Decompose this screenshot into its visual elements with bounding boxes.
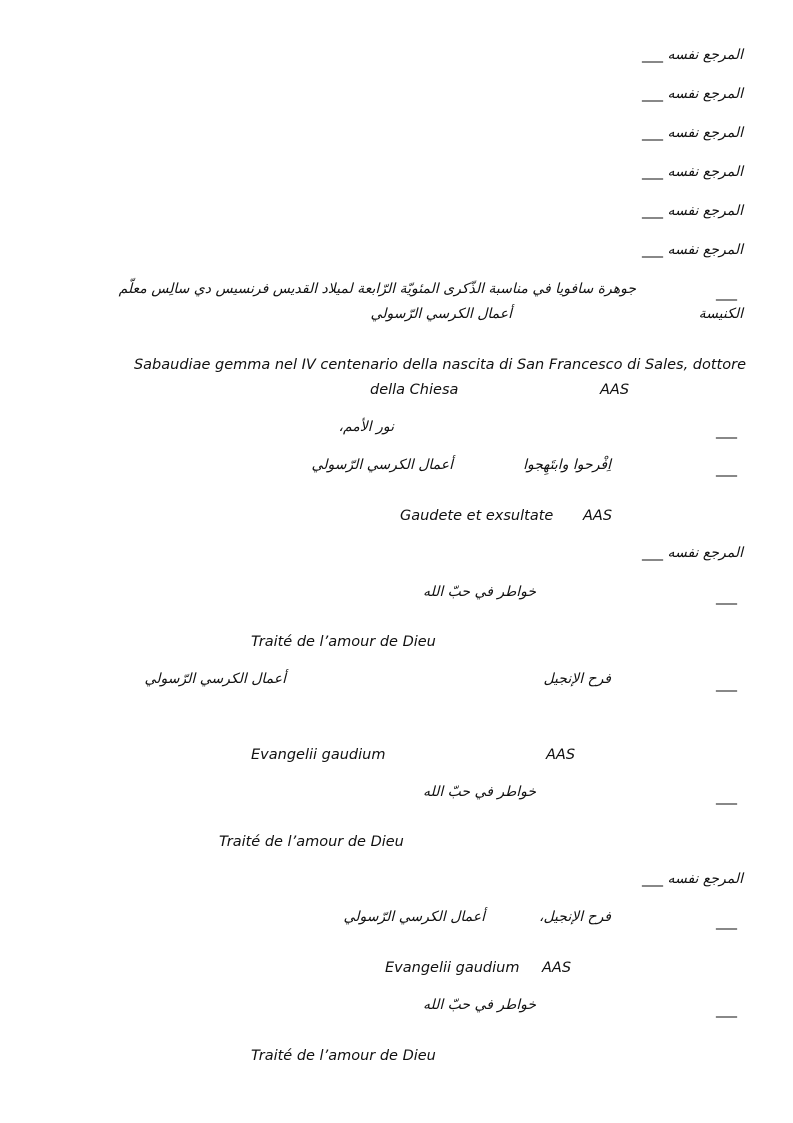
aas-latin: AAS (546, 747, 576, 763)
ibid-text: المرجع نفسه (667, 164, 743, 180)
doc-title-latin-cont: della Chiesa (370, 382, 459, 398)
doc-title-latin: Evangelii gaudium (385, 960, 520, 976)
aas-latin: AAS (583, 508, 613, 524)
doc-title-ar: فرح الإنجيل، (538, 909, 611, 925)
footnote-dash: ___ (716, 461, 737, 477)
aas-ar: أعمال الكرسي الرّسولي (343, 909, 485, 925)
footnote-dash: ___ (642, 47, 664, 63)
footnote-ibid-8 (642, 870, 743, 888)
footnote-ibid-4 (642, 163, 743, 181)
doc-title-latin: Traité de l’amour de Dieu (251, 1048, 436, 1064)
ibid-text: المرجع نفسه (667, 203, 743, 219)
ibid-text: المرجع نفسه (667, 125, 743, 141)
ibid-text: المرجع نفسه (667, 871, 743, 887)
footnote-dash: ___ (716, 589, 737, 605)
footnote-dash: ___ (642, 86, 664, 102)
aas-ar: أعمال الكرسي الرّسولي (311, 457, 453, 473)
doc-title-ar: خواطر في حبّ الله (422, 584, 536, 600)
doc-title-ar: خواطر في حبّ الله (422, 784, 536, 800)
footnote-dash: ___ (716, 285, 737, 301)
footnote-dash: ___ (642, 242, 664, 258)
aas-ar: أعمال الكرسي الرّسولي (144, 671, 286, 687)
doc-title-latin: Traité de l’amour de Dieu (251, 634, 436, 650)
ibid-text: المرجع نفسه (667, 86, 743, 102)
footnote-ibid-3 (642, 124, 743, 142)
ibid-text: المرجع نفسه (667, 47, 743, 63)
doc-title-ar: جوهرة سافويا في مناسبة الذّكرى المئويّة الرّابعة لميلاد القديس فرنسيس دي سالِس معلّم (118, 281, 636, 297)
footnote-dash: ___ (716, 423, 737, 439)
ibid-text: المرجع نفسه (667, 545, 743, 561)
church-word-ar: الكنيسة (698, 306, 743, 322)
aas-latin: AAS (542, 960, 572, 976)
doc-title-latin: Gaudete et exsultate (400, 508, 554, 524)
footnote-dash: ___ (716, 676, 737, 692)
doc-title-latin: Evangelii gaudium (251, 747, 386, 763)
aas-ar: أعمال الكرسي الرّسولي (370, 306, 512, 322)
doc-title-latin: Traité de l’amour de Dieu (219, 834, 404, 850)
footnote-dash: ___ (716, 914, 737, 930)
footnote-dash: ___ (642, 871, 664, 887)
doc-title-ar: فرح الإنجيل (543, 671, 611, 687)
footnote-ibid-6 (642, 241, 743, 259)
doc-title-ar: خواطر في حبّ الله (422, 997, 536, 1013)
doc-title-latin: Sabaudiae gemma nel IV centenario della nascita di San Francesco di Sales, dottore (133, 357, 746, 373)
footnote-ibid-7 (642, 544, 743, 562)
doc-title-ar: اِفْرحوا وابتَهِجوا (523, 457, 611, 473)
doc-title-ar: نور الأمم، (338, 419, 394, 435)
footnote-dash: ___ (716, 789, 737, 805)
footnote-ibid-2 (642, 85, 743, 103)
footnote-dash: ___ (642, 125, 664, 141)
aas-latin: AAS (600, 382, 630, 398)
footnote-ibid-1 (642, 46, 743, 64)
footnote-dash: ___ (642, 203, 664, 219)
ibid-text: المرجع نفسه (667, 242, 743, 258)
footnote-dash: ___ (716, 1002, 737, 1018)
footnote-dash: ___ (642, 164, 664, 180)
footnote-dash: ___ (642, 545, 664, 561)
footnote-ibid-5 (642, 202, 743, 220)
